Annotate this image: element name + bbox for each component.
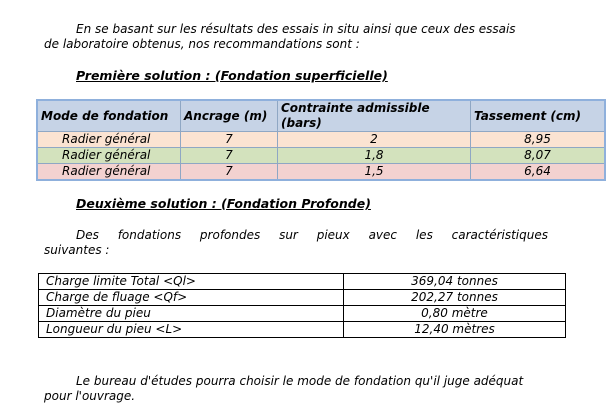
table-header-row [37,100,605,132]
shallow-foundation-table [36,99,606,181]
table-row [39,322,566,338]
intro-line-1: En se basant sur les résultats des essais in situ ainsi que ceux des essais [76,22,516,36]
solution2-line-1: Des fondations profondes sur pieux avec les caractéristiques [76,228,548,242]
intro-paragraph [44,22,556,52]
cell-mode: Radier général [37,164,181,181]
cell-property: Charge de fluage <Qf> [39,290,344,306]
cell-mode: Radier général [37,148,181,164]
cell-contrainte: 2 [278,132,471,148]
cell-ancrage: 7 [181,148,278,164]
cell-tassement: 8,07 [471,148,606,164]
deep-foundation-table [38,273,566,338]
conclusion-line-2: pour l'ouvrage. [44,389,136,403]
cell-tassement: 6,64 [471,164,606,181]
solution2-paragraph [44,228,548,258]
cell-value: 369,04 tonnes [344,274,566,290]
cell-property: Diamètre du pieu [39,306,344,322]
cell-ancrage: 7 [181,164,278,181]
intro-line-2: de laboratoire obtenus, nos recommandations sont : [44,37,360,51]
table-row [37,164,605,181]
cell-contrainte: 1,8 [278,148,471,164]
cell-tassement: 8,95 [471,132,606,148]
conclusion-paragraph [44,374,556,404]
table-row [37,148,605,164]
table-row [39,290,566,306]
conclusion-line-1: Le bureau d'études pourra choisir le mode de fondation qu'il juge adéquat [76,374,524,388]
cell-mode: Radier général [37,132,181,148]
cell-property: Charge limite Total <Ql> [39,274,344,290]
cell-value: 12,40 mètres [344,322,566,338]
solution2-line-2: suivantes : [44,243,110,257]
header-tassement: Tassement (cm) [471,100,606,132]
header-mode: Mode de fondation [37,100,181,132]
cell-contrainte: 1,5 [278,164,471,181]
cell-value: 0,80 mètre [344,306,566,322]
table-row [39,306,566,322]
header-contrainte: Contrainte admissible (bars) [278,100,471,132]
cell-value: 202,27 tonnes [344,290,566,306]
header-ancrage: Ancrage (m) [181,100,278,132]
solution2-heading: Deuxième solution : (Fondation Profonde) [76,196,371,211]
solution1-heading: Première solution : (Fondation superficielle) [76,68,388,83]
table-row [37,132,605,148]
table-row [39,274,566,290]
cell-ancrage: 7 [181,132,278,148]
cell-property: Longueur du pieu <L> [39,322,344,338]
